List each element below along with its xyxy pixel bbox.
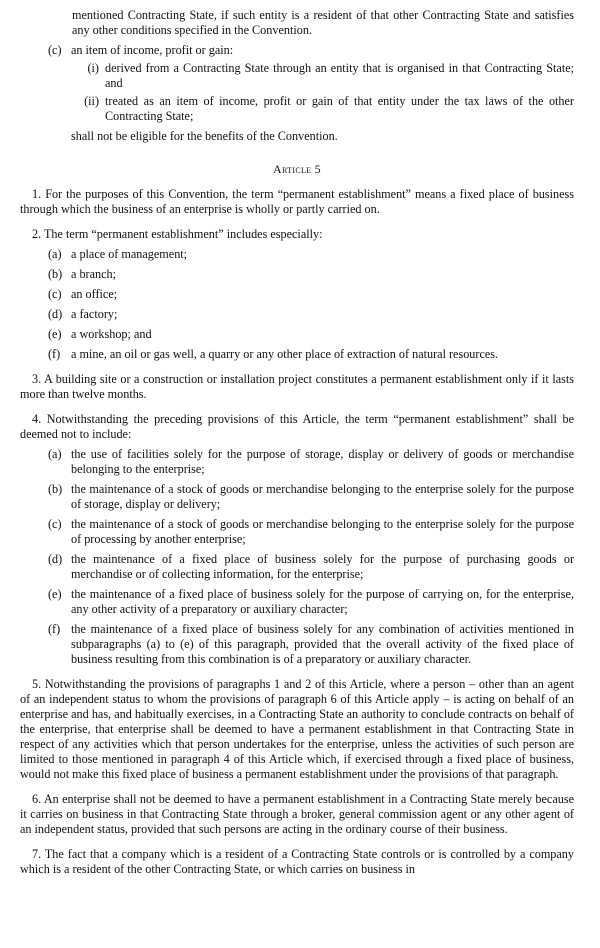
item-label: (b) <box>48 267 63 281</box>
item-label: (e) <box>48 587 62 601</box>
item-label: (f) <box>48 347 61 361</box>
list-item <box>20 552 574 582</box>
item-text: a mine, an oil or gas well, a quarry or any other place of extraction of natural resources. <box>71 347 499 361</box>
list-item <box>20 482 574 512</box>
clause-c-ii <box>20 94 574 124</box>
list-item <box>20 447 574 477</box>
item-text: the maintenance of a stock of goods or merchandise belonging to the enterprise solely for the purpose of processing by another enterprise; <box>71 517 574 546</box>
clause-text: an item of income, profit or gain: <box>71 43 234 57</box>
article-heading: Article 5 <box>273 162 321 176</box>
item-text: the maintenance of a fixed place of business solely for the purpose of carrying on, for the enterprise, any other activity of a preparatory or auxiliary character; <box>71 587 574 616</box>
clause-c-i <box>20 61 574 91</box>
list-item <box>20 267 574 282</box>
paragraph-2-list <box>20 247 574 362</box>
item-text: a branch; <box>71 267 117 281</box>
list-item <box>20 587 574 617</box>
item-label: (d) <box>48 552 63 566</box>
item-label: (f) <box>48 622 61 636</box>
paragraph-4-list <box>20 447 574 667</box>
list-item <box>20 247 574 262</box>
item-label: (c) <box>48 287 62 301</box>
clause-label: (c) <box>48 43 62 57</box>
list-item <box>20 622 574 667</box>
list-item <box>20 287 574 302</box>
item-label: (a) <box>48 447 62 461</box>
item-label: (a) <box>48 247 62 261</box>
item-text: the use of facilities solely for the purpose of storage, display or delivery of goods or merchandise belonging to the enterprise; <box>71 447 574 476</box>
list-item <box>20 307 574 322</box>
item-label: (d) <box>48 307 63 321</box>
subclause-text: derived from a Contracting State through an entity that is organised in that Contracting State; and <box>105 61 574 90</box>
paragraph-5: 5. Notwithstanding the provisions of paragraphs 1 and 2 of this Article, where a person – other than an agent of an independent status to whom the provisions of paragraph 6 of this Article apply – is acting on behalf of an enterprise and has, and habitually exercises, in a Contracting State an authority to conclude contracts on behalf of the enterprise, that enterprise shall be deemed to have a permanent establishment in that Contracting State in respect of any activities which that person undertakes for the enterprise, unless the activities of such person are limited to those mentioned in paragraph 4 of this Article which, if exercised through a fixed place of business, would not make this fixed place of business a permanent establishment under the provisions of that paragraph. <box>20 677 574 781</box>
subclause-label: (i) <box>87 61 99 75</box>
subclause-text: treated as an item of income, profit or gain of that entity under the tax laws of the other Contracting State; <box>105 94 574 123</box>
item-label: (e) <box>48 327 62 341</box>
item-text: a place of management; <box>71 247 188 261</box>
clause-tail: shall not be eligible for the benefits of the Convention. <box>71 129 338 143</box>
continuation-text: mentioned Contracting State, if such entity is a resident of that other Contracting State and satisfies any other conditions specified in the Convention. <box>72 8 574 37</box>
paragraph-4-intro: 4. Notwithstanding the preceding provisions of this Article, the term “permanent establishment” shall be deemed not to include: <box>20 412 574 441</box>
subclause-label: (ii) <box>84 94 99 108</box>
paragraph-2-intro: 2. The term “permanent establishment” includes especially: <box>32 227 323 241</box>
paragraph-7: 7. The fact that a company which is a resident of a Contracting State controls or is controlled by a company which is a resident of the other Contracting State, or which carries on business in <box>20 847 574 876</box>
paragraph-3: 3. A building site or a construction or installation project constitutes a permanent establishment only if it lasts more than twelve months. <box>20 372 574 401</box>
item-text: the maintenance of a fixed place of business solely for the purpose of purchasing goods or merchandise or of collecting information, for the enterprise; <box>71 552 574 581</box>
item-text: a factory; <box>71 307 118 321</box>
list-item <box>20 517 574 547</box>
item-text: the maintenance of a stock of goods or merchandise belonging to the enterprise solely for the purpose of storage, display or delivery; <box>71 482 574 511</box>
item-label: (b) <box>48 482 63 496</box>
list-item <box>20 327 574 342</box>
item-label: (c) <box>48 517 62 531</box>
list-item <box>20 347 574 362</box>
item-text: an office; <box>71 287 118 301</box>
item-text: the maintenance of a fixed place of business solely for any combination of activities mentioned in subparagraphs (a) to (e) of this paragraph, provided that the overall activity of the fixed place of business resulting from this combination is of a preparatory or auxiliary character. <box>71 622 574 666</box>
item-text: a workshop; and <box>71 327 152 341</box>
paragraph-1: 1. For the purposes of this Convention, the term “permanent establishment” means a fixed place of business through which the business of an enterprise is wholly or partly carried on. <box>20 187 574 216</box>
paragraph-6: 6. An enterprise shall not be deemed to have a permanent establishment in a Contracting State merely because it carries on business in that Contracting State through a broker, general commission agent or any other agent of an independent status, provided that such persons are acting in the ordinary course of their business. <box>20 792 574 836</box>
clause-c <box>20 43 574 58</box>
